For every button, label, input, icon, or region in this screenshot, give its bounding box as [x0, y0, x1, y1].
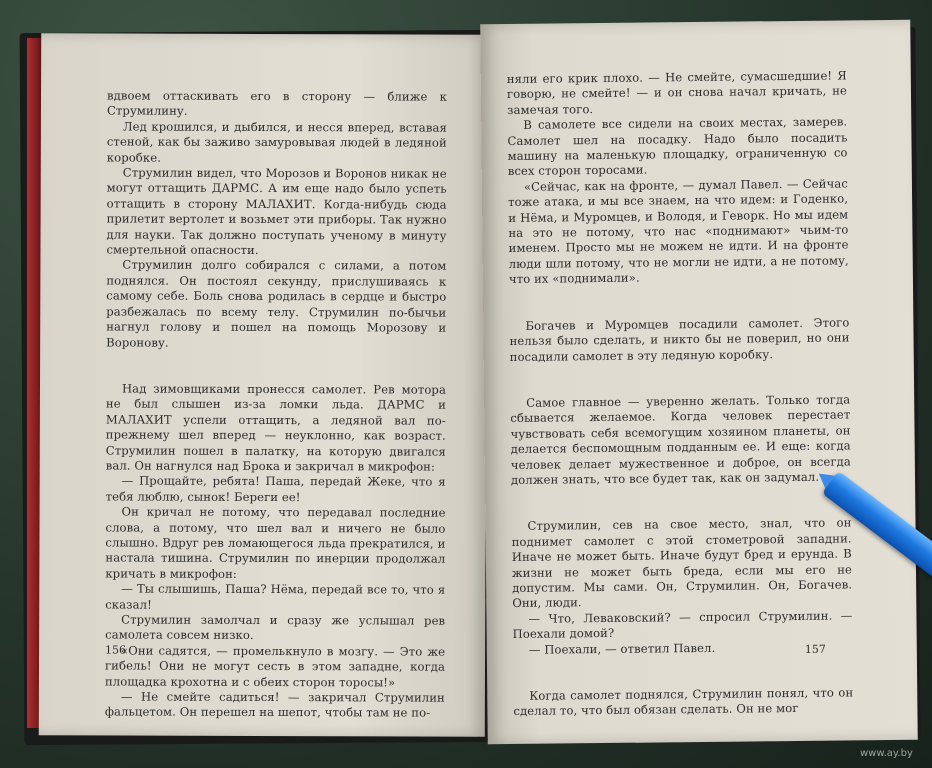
paragraph: — Прощайте, ребята! Паша, передай Жеке, что я тебя люблю, сынок! Береги ее! [105, 473, 446, 504]
right-page-text [507, 68, 854, 719]
paragraph: Он кричал не потому, что передавал последние слова, а потому, что шел вал и ничего не было слышно. Вдруг рев ломающегося льда прекратился, и настала тишина. Струмилин по инерции продолжал кричать в микрофон: [105, 504, 446, 581]
paragraph: «Они садятся, — промелькнуло в мозгу. — Это же гибель! Они не могут сесть в этом западне, когда площадка крохотна и с обеих сторон торосы!» [104, 643, 446, 690]
paragraph: Струмилин замолчал и сразу же услышал рев самолета совсем низко. [105, 612, 446, 643]
right-page-number: 157 [804, 642, 826, 656]
paragraph: В самолете все сидели на своих местах, замерев. Самолет шел на посадку. Надо было посадить машину на маленькую площадку, ограниченную со всех сторон торосами. [507, 114, 848, 179]
paragraph: Струмилин видел, что Морозов и Воронов никак не могут оттащить ДАРМС. А им еще надо было успеть оттащить в сторону МАЛАХИТ. Когда-нибудь сюда прилетит вертолет и возьмет эти приборы. Так нужно для науки. Так должно поступать ученому в минуту смертельной опасности. [106, 165, 447, 258]
paragraph: — Ты слышишь, Паша? Нёма, передай все то, что я сказал! [105, 581, 446, 612]
paragraph: Самое главное — уверенно желать. Только тогда сбывается желаемое. Когда человек перестает чувствовать себя всемогущим хозяином планеты, он делается беспомощным подданным ее. И еще: когда человек делает мужественное и доброе, он всегда должен знать, что все будет так, как он задумал. [510, 392, 851, 487]
right-page [480, 20, 918, 744]
paragraph: няли его крик плохо. — Не смейте, сумасшедшие! Я говорю, не смейте! — и он снова начал кричать, не замечая того. [506, 68, 848, 117]
section-break [513, 654, 853, 689]
paragraph: — Поехали, — ответил Павел. [528, 640, 716, 657]
left-page-text [105, 88, 447, 721]
section-break [510, 361, 850, 396]
watermark: www.ay.by [860, 748, 913, 759]
paragraph: — Что, Леваковский? — спросил Струмилин. — Поехали домой? [512, 608, 853, 642]
left-page [39, 33, 487, 737]
paragraph: — Не смейте садиться! — закричал Струмилин фальцетом. Он перешел на шепот, чтобы там не по- [104, 689, 445, 721]
section-break [106, 350, 446, 382]
paragraph: Когда самолет поднялся, Струмилин понял, что он сделал то, что был обязан сделать. Он не мог [513, 685, 854, 719]
left-page-number: 156 [105, 643, 127, 657]
paragraph: Струмилин, сев на свое место, знал, что он поднимет самолет с этой стометровой западни. Иначе не может быть. Иначе будут бред и ерунда. В жизни не может быть бреда, если мы его не допустим. Мы сами. Он, Струмилин. Он, Богачев. Они, люди. [511, 515, 853, 611]
section-break [509, 284, 849, 319]
section-break [511, 485, 851, 520]
paragraph: вдвоем оттаскивать его в сторону — ближе к Струмилину. [106, 88, 448, 119]
paragraph: Богачев и Муромцев посадили самолет. Этого нельзя было сделать, и никто бы не поверил, но они посадили самолет в эту ледяную коробку. [509, 315, 850, 364]
paragraph: «Сейчас, как на фронте, — думал Павел. — Сейчас тоже атака, и мы все знаем, на что идем: и Годенко, и Нёма, и Муромцев, и Володя, и Геворк. Но мы идем на это не потому, что нас «поднимают» чьим-то именем. Просто мы не можем не идти. И на фронте люди шли потому, что не могли не идти, а не потому, что их «поднимали». [508, 176, 849, 287]
paragraph: Лед крошился, и дыбился, и несся вперед, вставая стеной, как бы заживо замуровывая людей в ледяной коробке. [106, 119, 447, 165]
paragraph: Струмилин долго собирался с силами, а потом поднялся. Он постоял секунду, прислушиваясь к самому себе. Боль снова родилась в сердце и быстро разбежалась по всему телу. Струмилин по-бычьи нагнул голову и пошел на помощь Морозову и Воронову. [106, 257, 447, 350]
paragraph: Над зимовщиками пронесся самолет. Рев мотора не был слышен из-за ломки льда. ДАРМС и МАЛАХИТ успели оттащить, а ледяной вал по-прежнему шел вперед — неуклонно, как возраст. Струмилин пошел в палатку, на которую двигался вал. Он нагнулся над Брока и закричал в микрофон: [105, 381, 447, 474]
